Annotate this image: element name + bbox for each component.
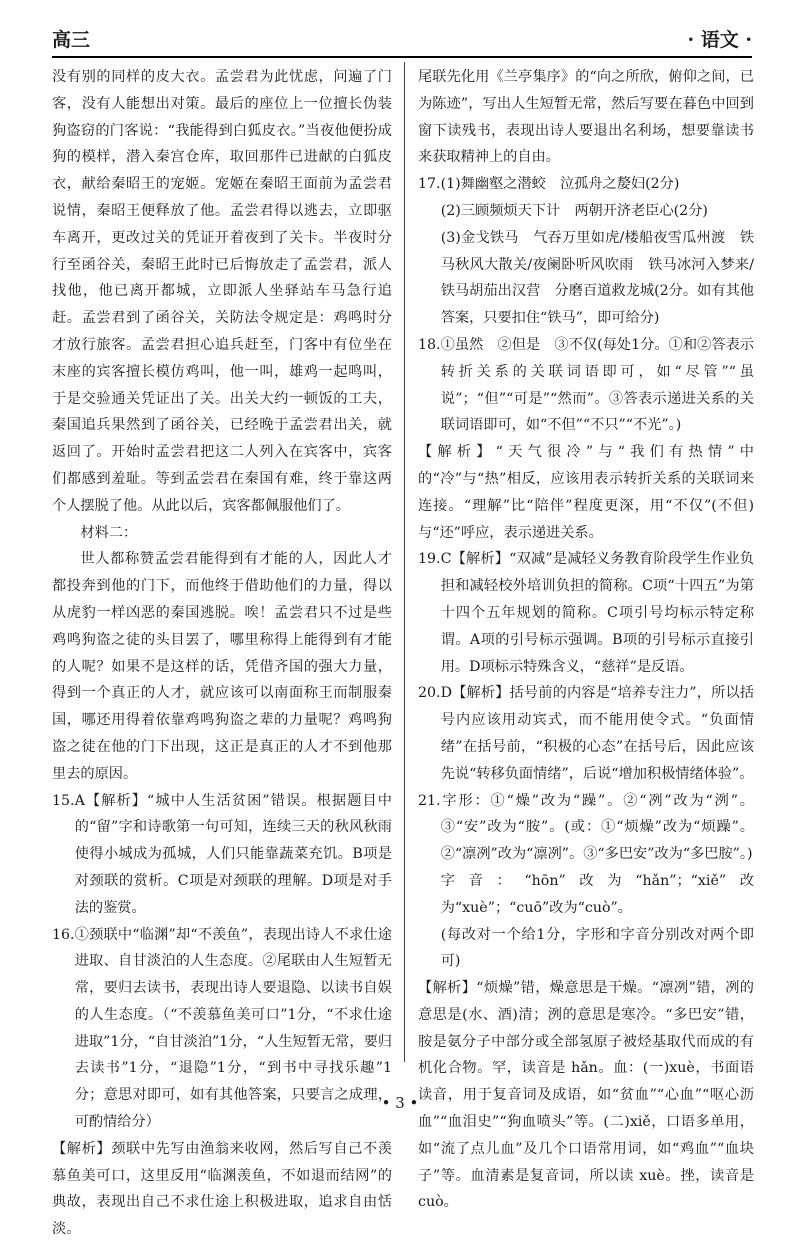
page-header (52, 22, 752, 58)
answer-20: 20.D【解析】括号前的内容是“培养专注力”，所以括号内应该用动宾式，而不能用使令式。“负面情绪”在括号前，“积极的心态”在括号后，因此应该先说“转移负面情绪”，后说“增加积极情绪体验”。 (418, 685, 754, 782)
answer-21: 21.字形：①“燥”改为“躁”。②“冽”改为“洌”。③“安”改为“胺”。(或：①“烦燥”改为“烦躁”。②“凛冽”改为“凛冽”。③“多巴安”改为“多巴胺”。) (418, 792, 754, 863)
answer-18: 18.①虽然 ②但是 ③不仅(每处1分。①和②答表示转折关系的关联词语即可，如“尽管”“虽说”；“但”“可是”“然而”。③答表示递进关系的关联词语即可，如“不但”“不只”“不光”。) (418, 336, 754, 434)
answer-17-3: (3)金戈铁马 气吞万里如虎/楼船夜雪瓜州渡 铁马秋风大散关/夜阑卧听风吹雨 铁马冰河入梦来/铁马胡茄出汉营 分磨百道救龙城(2分。如有其他答案，只要扣住“铁马”，即可给分) (440, 229, 754, 327)
answer-17-1: 17.(1)舞幽壑之潜蛟 泣孤舟之嫠妇(2分) (418, 176, 680, 193)
paragraph: 世人都称赞孟尝君能得到有才能的人，因此人才都投奔到他的门下，而他终于借助他们的力量，得以从虎豹一样凶恶的秦国逃脱。唉！孟尝君只不过是些鸡鸣狗盗之徒的头目罢了，哪里称得上能得到有才能的人呢？如果不是这样的话，凭借齐国的强大力量，得到一个真正的人才，就应该可以南面称王而制服秦国，哪还用得着依靠鸡鸣狗盗之辈的力量呢？鸡鸣狗盗之徒在他的门下出现，这正是真正的人才不到他那里去的原因。 (52, 551, 392, 782)
analysis-21: 【解析】“烦燥”错，燥意思是干燥。“凛冽”错，冽的意思是(水、酒)清；洌的意思是寒冷。“多巴安”错，胺是氨分子中部分或全部氢原子被烃基取代而成的有机化合物。罕，读音是 hǎn。血：(一)xuè，书面语读音，用于复音词及成语，如“贫血”“心血”“呕心沥血”“血泪史”“狗血喷头”等。(二)xiě，口语多单用，如“流了点儿血”及几个口语常用词，如“鸡血”“血块子”等。血清素是复音词，所以读 xuè。挫，读音是 cuò。 (418, 980, 754, 1211)
column-divider (404, 62, 405, 1062)
paragraph: 尾联先化用《兰亭集序》的“向之所欣，俯仰之间，已为陈迹”，写出人生短暂无常，然后写要在暮色中回到窗下读残书，表现出诗人要退出名利场，想要靠读书来获取精神上的自由。 (418, 69, 754, 166)
right-column (418, 64, 754, 1216)
answer-21-scoring: (每改对一个给1分，字形和字音分别改对两个即可) (440, 926, 754, 970)
answer-16: 16.①颈联中“临渊”却“不羡鱼”，表现出诗人不求仕途进取、自甘淡泊的人生态度。②尾联由人生短暂无常，要归去读书，表现出诗人要退隐、以读书自娱的人生态度。（“不羡慕鱼美可口”1分，“不求仕途进取”1分，“自甘淡泊”1分，“人生短暂无常，要归去读书”1分，“退隐”1分，“到书中寻找乐趣”1分；意思对即可，如有其他答案，只要言之成理，可酌情给分） (52, 926, 392, 1131)
left-column (52, 64, 392, 1243)
answer-15: 15.A【解析】“城中人生活贫困”错误。根据题目中的“留”字和诗歌第一句可知，连续三天的秋风秋雨使得小城成为孤城，人们只能靠蔬菜充饥。B项是对颈联的赏析。C项是对颈联的理解。D项是对手法的鉴赏。 (52, 792, 392, 916)
grade-label: 高三 (52, 29, 91, 51)
page-number: • 3 • (381, 1094, 419, 1112)
analysis-18: 【解析】“天气很冷”与“我们有热情”中的“冷”与“热”相反，应该用表示转折关系的关联词来连接。“理解”比“陪伴”程度更深，用“不仅”(不但)与“还”呼应，表示递进关系。 (418, 444, 754, 541)
answer-21-pinyin: 字音：“hōn”改为“hǎn”；“xiě”改为“xuè”；“cuō”改为“cuò”。 (440, 872, 754, 916)
answer-17-2: (2)三顾频烦天下计 两朝开济老臣心(2分) (440, 202, 708, 219)
paragraph: 材料二： (80, 524, 138, 541)
paragraph: 没有别的同样的皮大衣。孟尝君为此忧虑，问遍了门客，没有人能想出对策。最后的座位上一位擅长伪装狗盗窃的门客说：“我能得到白狐皮衣。”当夜他便扮成狗的模样，潜入秦宫仓库，取回那件已进献的白狐皮衣，献给秦昭王的宠姬。宠姬在秦昭王面前为孟尝君说情，秦昭王便释放了他。孟尝君得以逃去，立即驱车离开，更改过关的凭证开着夜到了关卡。半夜时分行至函谷关，秦昭王此时已后悔放走了孟尝君，派人找他，他已离开都城，立即派人坐驿站车马急行追赶。孟尝君到了函谷关，关防法令规定是：鸡鸣时分才放行旅客。孟尝君担心追兵赶至，门客中有位坐在末座的宾客擅长模仿鸡叫，他一叫，雄鸡一起鸣叫，于是交验通关凭证出了关。出关大约一顿饭的工夫，秦国追兵果然到了函谷关，已经晚于孟尝君出关，就返回了。开始时孟尝君把这二人列入在宾客中，宾客们都感到羞耻。等到孟尝君在秦国有难，终于靠这两个人摆脱了他。从此以后，宾客都佩服他们了。 (52, 69, 392, 514)
subject-label: · 语文 · (687, 29, 752, 51)
answer-19: 19.C【解析】“双减”是减轻义务教育阶段学生作业负担和减轻校外培训负担的简称。C项“十四五”为第十四个五年规划的简称。C项引号均标示特定称谓。A项的引号标示强调。B项的引号标示直接引用。D项标示特殊含义，“慈祥”是反语。 (418, 551, 754, 675)
analysis-16: 【解析】颈联中先写由渔翁来收网，然后写自己不羡慕鱼美可口，这里反用“临渊羡鱼，不如退而结网”的典故，表现出自己不求仕途上积极进取，追求自由恬淡。 (52, 1140, 392, 1238)
